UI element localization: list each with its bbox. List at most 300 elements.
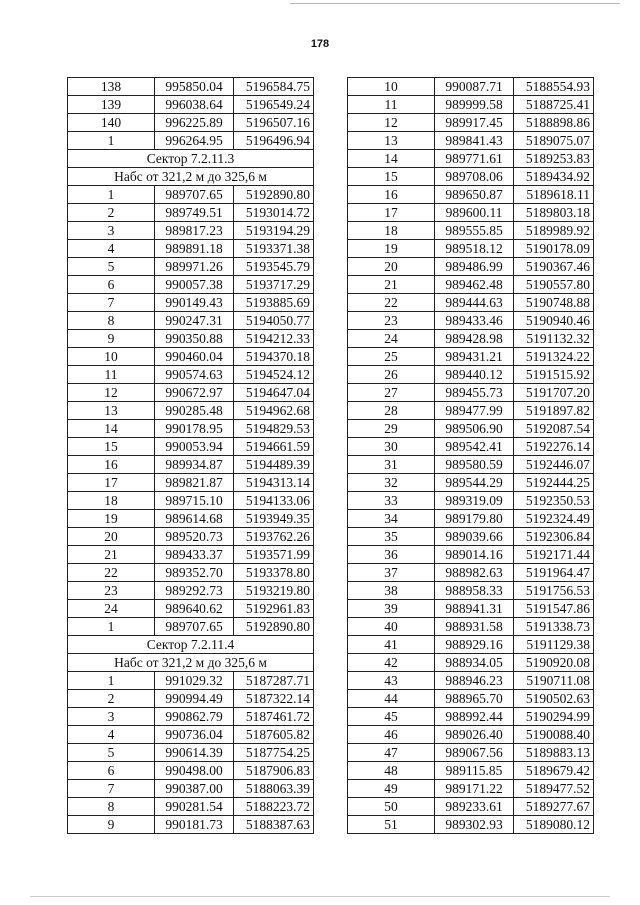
x-coordinate: 989431.21 bbox=[435, 348, 514, 366]
y-coordinate: 5194829.53 bbox=[234, 420, 314, 438]
point-number: 43 bbox=[348, 672, 435, 690]
x-coordinate: 989171.22 bbox=[435, 780, 514, 798]
table-row bbox=[348, 492, 594, 510]
y-coordinate: 5192324.49 bbox=[514, 510, 594, 528]
table-row bbox=[68, 240, 314, 258]
section-header-row bbox=[68, 168, 314, 186]
x-coordinate: 990862.79 bbox=[155, 708, 234, 726]
point-number: 7 bbox=[68, 294, 155, 312]
table-row bbox=[68, 330, 314, 348]
x-coordinate: 989026.40 bbox=[435, 726, 514, 744]
point-number: 33 bbox=[348, 492, 435, 510]
y-coordinate: 5190920.08 bbox=[514, 654, 594, 672]
x-coordinate: 990350.88 bbox=[155, 330, 234, 348]
y-coordinate: 5191756.53 bbox=[514, 582, 594, 600]
table-row bbox=[348, 114, 594, 132]
x-coordinate: 989433.37 bbox=[155, 546, 234, 564]
x-coordinate: 989749.51 bbox=[155, 204, 234, 222]
x-coordinate: 989707.65 bbox=[155, 618, 234, 636]
y-coordinate: 5193219.80 bbox=[234, 582, 314, 600]
table-row bbox=[348, 204, 594, 222]
y-coordinate: 5188223.72 bbox=[234, 798, 314, 816]
table-row bbox=[68, 222, 314, 240]
table-row bbox=[348, 582, 594, 600]
y-coordinate: 5190502.63 bbox=[514, 690, 594, 708]
table-row bbox=[68, 312, 314, 330]
table-row bbox=[348, 726, 594, 744]
table-row bbox=[348, 600, 594, 618]
y-coordinate: 5192961.83 bbox=[234, 600, 314, 618]
x-coordinate: 988946.23 bbox=[435, 672, 514, 690]
point-number: 24 bbox=[348, 330, 435, 348]
y-coordinate: 5193762.26 bbox=[234, 528, 314, 546]
x-coordinate: 989917.45 bbox=[435, 114, 514, 132]
table-row bbox=[68, 132, 314, 150]
x-coordinate: 996225.89 bbox=[155, 114, 234, 132]
y-coordinate: 5188063.39 bbox=[234, 780, 314, 798]
table-row bbox=[348, 222, 594, 240]
y-coordinate: 5194489.39 bbox=[234, 456, 314, 474]
table-row bbox=[68, 744, 314, 762]
x-coordinate: 989444.63 bbox=[435, 294, 514, 312]
x-coordinate: 989520.73 bbox=[155, 528, 234, 546]
table-row bbox=[348, 546, 594, 564]
y-coordinate: 5193378.80 bbox=[234, 564, 314, 582]
point-number: 4 bbox=[68, 726, 155, 744]
y-coordinate: 5191964.47 bbox=[514, 564, 594, 582]
point-number: 1 bbox=[68, 618, 155, 636]
x-coordinate: 989115.85 bbox=[435, 762, 514, 780]
table-row bbox=[348, 654, 594, 672]
y-coordinate: 5190178.09 bbox=[514, 240, 594, 258]
table-row bbox=[68, 672, 314, 690]
table-row bbox=[348, 636, 594, 654]
table-row bbox=[348, 474, 594, 492]
table-row bbox=[348, 132, 594, 150]
x-coordinate: 989715.10 bbox=[155, 492, 234, 510]
table-row bbox=[348, 798, 594, 816]
x-coordinate: 990281.54 bbox=[155, 798, 234, 816]
x-coordinate: 990247.31 bbox=[155, 312, 234, 330]
x-coordinate: 991029.32 bbox=[155, 672, 234, 690]
point-number: 17 bbox=[348, 204, 435, 222]
y-coordinate: 5194212.33 bbox=[234, 330, 314, 348]
x-coordinate: 990057.38 bbox=[155, 276, 234, 294]
x-coordinate: 989555.85 bbox=[435, 222, 514, 240]
point-number: 19 bbox=[348, 240, 435, 258]
table-row bbox=[348, 420, 594, 438]
y-coordinate: 5187605.82 bbox=[234, 726, 314, 744]
table-row bbox=[68, 384, 314, 402]
point-number: 16 bbox=[348, 186, 435, 204]
scan-bottom-edge-line bbox=[30, 896, 610, 897]
point-number: 22 bbox=[348, 294, 435, 312]
point-number: 24 bbox=[68, 600, 155, 618]
point-number: 40 bbox=[348, 618, 435, 636]
point-number: 20 bbox=[68, 528, 155, 546]
x-coordinate: 989428.98 bbox=[435, 330, 514, 348]
point-number: 21 bbox=[68, 546, 155, 564]
point-number: 42 bbox=[348, 654, 435, 672]
x-coordinate: 990994.49 bbox=[155, 690, 234, 708]
y-coordinate: 5189679.42 bbox=[514, 762, 594, 780]
x-coordinate: 990614.39 bbox=[155, 744, 234, 762]
point-number: 37 bbox=[348, 564, 435, 582]
x-coordinate: 988965.70 bbox=[435, 690, 514, 708]
point-number: 6 bbox=[68, 276, 155, 294]
point-number: 26 bbox=[348, 366, 435, 384]
point-number: 50 bbox=[348, 798, 435, 816]
point-number: 18 bbox=[68, 492, 155, 510]
point-number: 34 bbox=[348, 510, 435, 528]
point-number: 13 bbox=[348, 132, 435, 150]
y-coordinate: 5192276.14 bbox=[514, 438, 594, 456]
point-number: 29 bbox=[348, 420, 435, 438]
y-coordinate: 5192350.53 bbox=[514, 492, 594, 510]
table-row bbox=[68, 780, 314, 798]
table-row bbox=[348, 168, 594, 186]
table-row bbox=[348, 510, 594, 528]
table-row bbox=[348, 672, 594, 690]
y-coordinate: 5196584.75 bbox=[234, 78, 314, 96]
y-coordinate: 5188387.63 bbox=[234, 816, 314, 834]
x-coordinate: 989841.43 bbox=[435, 132, 514, 150]
y-coordinate: 5194661.59 bbox=[234, 438, 314, 456]
table-row bbox=[348, 330, 594, 348]
x-coordinate: 990498.00 bbox=[155, 762, 234, 780]
x-coordinate: 989352.70 bbox=[155, 564, 234, 582]
y-coordinate: 5187906.83 bbox=[234, 762, 314, 780]
y-coordinate: 5192306.84 bbox=[514, 528, 594, 546]
x-coordinate: 988931.58 bbox=[435, 618, 514, 636]
y-coordinate: 5193571.99 bbox=[234, 546, 314, 564]
y-coordinate: 5189803.18 bbox=[514, 204, 594, 222]
table-row bbox=[348, 618, 594, 636]
y-coordinate: 5194313.14 bbox=[234, 474, 314, 492]
x-coordinate: 989544.29 bbox=[435, 474, 514, 492]
x-coordinate: 995850.04 bbox=[155, 78, 234, 96]
table-row bbox=[348, 708, 594, 726]
y-coordinate: 5187754.25 bbox=[234, 744, 314, 762]
y-coordinate: 5188725.41 bbox=[514, 96, 594, 114]
section-header: Сектор 7.2.11.3 bbox=[68, 150, 314, 168]
table-row bbox=[348, 96, 594, 114]
x-coordinate: 990574.63 bbox=[155, 366, 234, 384]
table-row bbox=[68, 528, 314, 546]
y-coordinate: 5192171.44 bbox=[514, 546, 594, 564]
table-row bbox=[68, 78, 314, 96]
point-number: 1 bbox=[68, 672, 155, 690]
x-coordinate: 989708.06 bbox=[435, 168, 514, 186]
y-coordinate: 5194370.18 bbox=[234, 348, 314, 366]
x-coordinate: 989821.87 bbox=[155, 474, 234, 492]
point-number: 3 bbox=[68, 222, 155, 240]
y-coordinate: 5193949.35 bbox=[234, 510, 314, 528]
y-coordinate: 5191132.32 bbox=[514, 330, 594, 348]
x-coordinate: 989440.12 bbox=[435, 366, 514, 384]
point-number: 27 bbox=[348, 384, 435, 402]
table-row bbox=[348, 402, 594, 420]
y-coordinate: 5194524.12 bbox=[234, 366, 314, 384]
point-number: 7 bbox=[68, 780, 155, 798]
x-coordinate: 990736.04 bbox=[155, 726, 234, 744]
point-number: 1 bbox=[68, 132, 155, 150]
point-number: 139 bbox=[68, 96, 155, 114]
point-number: 5 bbox=[68, 258, 155, 276]
y-coordinate: 5196496.94 bbox=[234, 132, 314, 150]
x-coordinate: 988982.63 bbox=[435, 564, 514, 582]
x-coordinate: 990178.95 bbox=[155, 420, 234, 438]
table-row bbox=[68, 348, 314, 366]
table-row bbox=[348, 690, 594, 708]
table-row bbox=[348, 438, 594, 456]
table-row bbox=[68, 438, 314, 456]
y-coordinate: 5190940.46 bbox=[514, 312, 594, 330]
y-coordinate: 5189277.67 bbox=[514, 798, 594, 816]
table-row bbox=[68, 510, 314, 528]
section-header: Набс от 321,2 м до 325,6 м bbox=[68, 168, 314, 186]
y-coordinate: 5190557.80 bbox=[514, 276, 594, 294]
point-number: 6 bbox=[68, 762, 155, 780]
y-coordinate: 5193014.72 bbox=[234, 204, 314, 222]
x-coordinate: 988941.31 bbox=[435, 600, 514, 618]
table-row bbox=[348, 780, 594, 798]
x-coordinate: 989302.93 bbox=[435, 816, 514, 834]
point-number: 39 bbox=[348, 600, 435, 618]
point-number: 38 bbox=[348, 582, 435, 600]
y-coordinate: 5192446.07 bbox=[514, 456, 594, 474]
table-row bbox=[68, 582, 314, 600]
x-coordinate: 989580.59 bbox=[435, 456, 514, 474]
y-coordinate: 5190294.99 bbox=[514, 708, 594, 726]
table-row bbox=[68, 492, 314, 510]
y-coordinate: 5193194.29 bbox=[234, 222, 314, 240]
point-number: 23 bbox=[68, 582, 155, 600]
section-header: Сектор 7.2.11.4 bbox=[68, 636, 314, 654]
y-coordinate: 5194133.06 bbox=[234, 492, 314, 510]
right-table-body bbox=[348, 78, 594, 834]
x-coordinate: 989462.48 bbox=[435, 276, 514, 294]
x-coordinate: 989518.12 bbox=[435, 240, 514, 258]
x-coordinate: 996264.95 bbox=[155, 132, 234, 150]
y-coordinate: 5190711.08 bbox=[514, 672, 594, 690]
table-row bbox=[348, 294, 594, 312]
point-number: 45 bbox=[348, 708, 435, 726]
point-number: 41 bbox=[348, 636, 435, 654]
point-number: 138 bbox=[68, 78, 155, 96]
x-coordinate: 988958.33 bbox=[435, 582, 514, 600]
point-number: 2 bbox=[68, 204, 155, 222]
page-number: 178 bbox=[310, 38, 330, 50]
point-number: 13 bbox=[68, 402, 155, 420]
y-coordinate: 5194647.04 bbox=[234, 384, 314, 402]
point-number: 9 bbox=[68, 330, 155, 348]
y-coordinate: 5191129.38 bbox=[514, 636, 594, 654]
x-coordinate: 990087.71 bbox=[435, 78, 514, 96]
point-number: 11 bbox=[348, 96, 435, 114]
left-table-body bbox=[68, 78, 314, 834]
point-number: 18 bbox=[348, 222, 435, 240]
table-row bbox=[348, 564, 594, 582]
table-row bbox=[348, 762, 594, 780]
point-number: 9 bbox=[68, 816, 155, 834]
x-coordinate: 990387.00 bbox=[155, 780, 234, 798]
table-row bbox=[348, 186, 594, 204]
point-number: 14 bbox=[68, 420, 155, 438]
point-number: 3 bbox=[68, 708, 155, 726]
x-coordinate: 990053.94 bbox=[155, 438, 234, 456]
table-row bbox=[68, 600, 314, 618]
y-coordinate: 5191324.22 bbox=[514, 348, 594, 366]
scan-top-edge-line bbox=[290, 3, 620, 4]
point-number: 46 bbox=[348, 726, 435, 744]
table-row bbox=[68, 420, 314, 438]
x-coordinate: 989934.87 bbox=[155, 456, 234, 474]
table-row bbox=[68, 474, 314, 492]
y-coordinate: 5194962.68 bbox=[234, 402, 314, 420]
point-number: 8 bbox=[68, 798, 155, 816]
point-number: 14 bbox=[348, 150, 435, 168]
y-coordinate: 5189434.92 bbox=[514, 168, 594, 186]
x-coordinate: 989542.41 bbox=[435, 438, 514, 456]
x-coordinate: 989614.68 bbox=[155, 510, 234, 528]
y-coordinate: 5192087.54 bbox=[514, 420, 594, 438]
x-coordinate: 990285.48 bbox=[155, 402, 234, 420]
point-number: 22 bbox=[68, 564, 155, 582]
table-row bbox=[68, 816, 314, 834]
section-header-row bbox=[68, 636, 314, 654]
point-number: 23 bbox=[348, 312, 435, 330]
y-coordinate: 5191897.82 bbox=[514, 402, 594, 420]
y-coordinate: 5191547.86 bbox=[514, 600, 594, 618]
y-coordinate: 5189989.92 bbox=[514, 222, 594, 240]
point-number: 32 bbox=[348, 474, 435, 492]
x-coordinate: 989707.65 bbox=[155, 186, 234, 204]
point-number: 16 bbox=[68, 456, 155, 474]
point-number: 21 bbox=[348, 276, 435, 294]
table-row bbox=[348, 366, 594, 384]
point-number: 44 bbox=[348, 690, 435, 708]
point-number: 17 bbox=[68, 474, 155, 492]
x-coordinate: 996038.64 bbox=[155, 96, 234, 114]
section-header-row bbox=[68, 150, 314, 168]
point-number: 15 bbox=[348, 168, 435, 186]
table-row bbox=[68, 690, 314, 708]
table-row bbox=[348, 528, 594, 546]
x-coordinate: 989971.26 bbox=[155, 258, 234, 276]
x-coordinate: 990181.73 bbox=[155, 816, 234, 834]
y-coordinate: 5190367.46 bbox=[514, 258, 594, 276]
y-coordinate: 5189080.12 bbox=[514, 816, 594, 834]
point-number: 49 bbox=[348, 780, 435, 798]
x-coordinate: 989014.16 bbox=[435, 546, 514, 564]
point-number: 20 bbox=[348, 258, 435, 276]
x-coordinate: 989319.09 bbox=[435, 492, 514, 510]
y-coordinate: 5187322.14 bbox=[234, 690, 314, 708]
x-coordinate: 989506.90 bbox=[435, 420, 514, 438]
x-coordinate: 988929.16 bbox=[435, 636, 514, 654]
x-coordinate: 989817.23 bbox=[155, 222, 234, 240]
x-coordinate: 989477.99 bbox=[435, 402, 514, 420]
point-number: 48 bbox=[348, 762, 435, 780]
point-number: 10 bbox=[68, 348, 155, 366]
point-number: 12 bbox=[68, 384, 155, 402]
y-coordinate: 5187287.71 bbox=[234, 672, 314, 690]
table-row bbox=[68, 114, 314, 132]
y-coordinate: 5189618.11 bbox=[514, 186, 594, 204]
left-coordinates-table bbox=[67, 77, 314, 834]
x-coordinate: 989433.46 bbox=[435, 312, 514, 330]
y-coordinate: 5189883.13 bbox=[514, 744, 594, 762]
table-row bbox=[348, 258, 594, 276]
table-row bbox=[68, 564, 314, 582]
table-row bbox=[348, 150, 594, 168]
y-coordinate: 5190748.88 bbox=[514, 294, 594, 312]
table-row bbox=[68, 546, 314, 564]
table-row bbox=[68, 366, 314, 384]
x-coordinate: 990149.43 bbox=[155, 294, 234, 312]
y-coordinate: 5190088.40 bbox=[514, 726, 594, 744]
point-number: 19 bbox=[68, 510, 155, 528]
right-coordinates-table bbox=[347, 77, 594, 834]
x-coordinate: 989292.73 bbox=[155, 582, 234, 600]
x-coordinate: 989650.87 bbox=[435, 186, 514, 204]
table-row bbox=[348, 816, 594, 834]
table-row bbox=[348, 348, 594, 366]
x-coordinate: 989891.18 bbox=[155, 240, 234, 258]
point-number: 140 bbox=[68, 114, 155, 132]
x-coordinate: 989771.61 bbox=[435, 150, 514, 168]
y-coordinate: 5188898.86 bbox=[514, 114, 594, 132]
x-coordinate: 989600.11 bbox=[435, 204, 514, 222]
point-number: 31 bbox=[348, 456, 435, 474]
table-row bbox=[348, 744, 594, 762]
table-row bbox=[68, 204, 314, 222]
table-row bbox=[68, 258, 314, 276]
table-row bbox=[68, 726, 314, 744]
point-number: 5 bbox=[68, 744, 155, 762]
y-coordinate: 5191707.20 bbox=[514, 384, 594, 402]
y-coordinate: 5189253.83 bbox=[514, 150, 594, 168]
table-row bbox=[348, 456, 594, 474]
x-coordinate: 989486.99 bbox=[435, 258, 514, 276]
table-row bbox=[68, 96, 314, 114]
point-number: 1 bbox=[68, 186, 155, 204]
y-coordinate: 5196549.24 bbox=[234, 96, 314, 114]
y-coordinate: 5192444.25 bbox=[514, 474, 594, 492]
point-number: 4 bbox=[68, 240, 155, 258]
section-header-row bbox=[68, 654, 314, 672]
table-row bbox=[348, 312, 594, 330]
x-coordinate: 989455.73 bbox=[435, 384, 514, 402]
y-coordinate: 5193371.38 bbox=[234, 240, 314, 258]
point-number: 2 bbox=[68, 690, 155, 708]
table-row bbox=[68, 402, 314, 420]
point-number: 15 bbox=[68, 438, 155, 456]
y-coordinate: 5193545.79 bbox=[234, 258, 314, 276]
y-coordinate: 5189075.07 bbox=[514, 132, 594, 150]
point-number: 30 bbox=[348, 438, 435, 456]
point-number: 11 bbox=[68, 366, 155, 384]
point-number: 8 bbox=[68, 312, 155, 330]
table-row bbox=[348, 78, 594, 96]
table-row bbox=[68, 186, 314, 204]
point-number: 12 bbox=[348, 114, 435, 132]
y-coordinate: 5189477.52 bbox=[514, 780, 594, 798]
table-row bbox=[68, 294, 314, 312]
point-number: 25 bbox=[348, 348, 435, 366]
table-row bbox=[68, 618, 314, 636]
